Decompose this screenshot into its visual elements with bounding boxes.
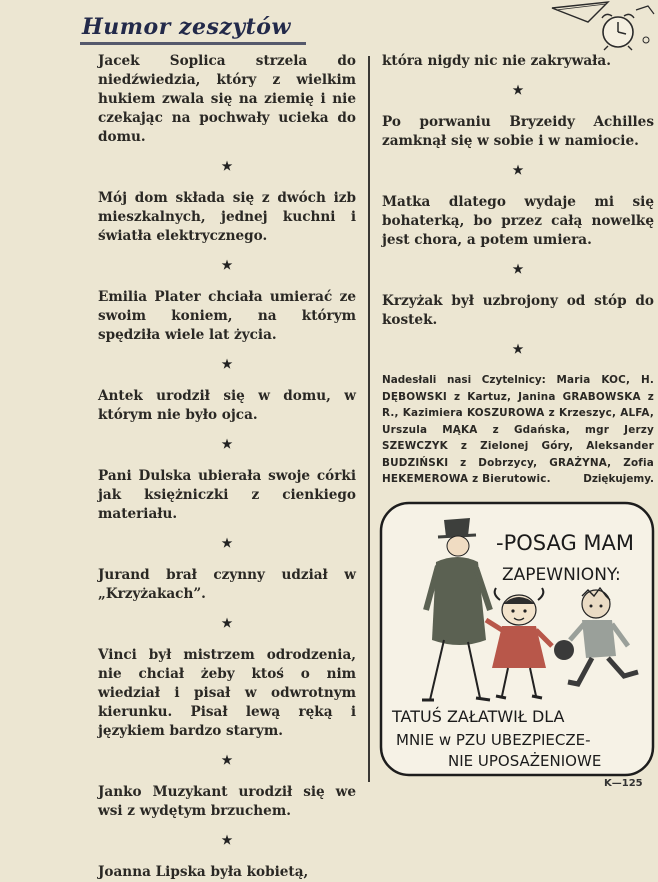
joke-item: Krzyżak był uzbrojony od stóp do kostek. xyxy=(382,293,654,328)
right-column xyxy=(382,52,654,488)
joke-item: Vinci był mistrzem odrodzenia, nie chciał żeby ktoś o nim wiedział i pisał w odwrotnym kierunku. Pisał lewą ręką i językiem bardzo starym. xyxy=(98,647,356,739)
star-separator: ★ xyxy=(221,833,233,847)
star-separator: ★ xyxy=(221,357,233,371)
senders-names: Maria KOC, H. DĘBOWSKI z Kartuz, Janina GRABOWSKA z R., Kazimiera KOSZUROWA z Krzeszyc, ALFA, Urszula MĄKA z Gdańska, mgr Jerzy SZEWCZYK z Zielonej Góry, Aleksander BUDZIŃSKI z Dobrzycy, GRAŻYNA, Zofia HEKEMEROWA z Bierutowic. xyxy=(382,374,654,485)
section-title: Humor zeszytów xyxy=(82,14,291,40)
thanks-text: Dziękujemy. xyxy=(583,473,654,485)
joke-item: Matka dlatego wydaje mi się bohaterką, bo przez całą nowelkę jest chora, a potem umiera. xyxy=(382,194,654,248)
joke-item: Joanna Lipska była kobietą, xyxy=(98,864,309,880)
title-underline xyxy=(80,42,306,45)
joke-item: Mój dom składa się z dwóch izb mieszkalnych, jednej kuchni i światła elektrycznego. xyxy=(98,190,356,244)
joke-item: która nigdy nic nie zakrywała. xyxy=(382,53,611,69)
joke-item: Emilia Plater chciała umierać ze swoim koniem, na którym spędziła wiele lat życia. xyxy=(98,289,356,343)
joke-item: Jacek Soplica strzela do niedźwiedzia, który z wielkim hukiem zwala się na ziemię i nie czekając na pochwały ucieka do domu. xyxy=(98,53,356,145)
joke-item: Pani Dulska ubierała swoje córki jak księżniczki z cienkiego materiału. xyxy=(98,468,356,522)
star-separator: ★ xyxy=(512,262,524,276)
cartoon-caption-top-2: ZAPEWNIONY: xyxy=(502,565,621,585)
star-separator: ★ xyxy=(512,83,524,97)
star-separator: ★ xyxy=(512,342,524,356)
alarm-clock-icon xyxy=(548,0,658,52)
joke-item: Antek urodził się w domu, w którym nie było ojca. xyxy=(98,388,356,423)
star-separator: ★ xyxy=(221,258,233,272)
star-separator: ★ xyxy=(512,163,524,177)
page-number: K—125 xyxy=(604,778,643,789)
joke-item: Jurand brał czynny udział w „Krzyżakach”. xyxy=(98,567,356,602)
star-separator: ★ xyxy=(221,753,233,767)
cartoon-caption-bottom-2: MNIE w PZU UBEZPIECZE- xyxy=(396,731,591,749)
joke-item: Po porwaniu Bryzeidy Achilles zamknął się w sobie i w namiocie. xyxy=(382,114,654,149)
left-column xyxy=(98,52,356,882)
star-separator: ★ xyxy=(221,159,233,173)
cartoon-caption-top-1: -POSAG MAM xyxy=(496,531,635,555)
cartoon-caption-bottom-3: NIE UPOSAŻENIOWE xyxy=(448,752,602,770)
cartoon-caption-bottom-1: TATUŚ ZAŁATWIŁ DLA xyxy=(392,707,565,726)
joke-item: Janko Muzykant urodził się we wsi z wydętym brzuchem. xyxy=(98,784,356,819)
senders-credit xyxy=(382,372,654,488)
star-separator: ★ xyxy=(221,536,233,550)
pzu-cartoon xyxy=(378,500,656,778)
star-separator: ★ xyxy=(221,437,233,451)
star-separator: ★ xyxy=(221,616,233,630)
senders-intro: Nadesłali nasi Czytelnicy: xyxy=(382,374,546,386)
column-divider xyxy=(368,56,370,782)
